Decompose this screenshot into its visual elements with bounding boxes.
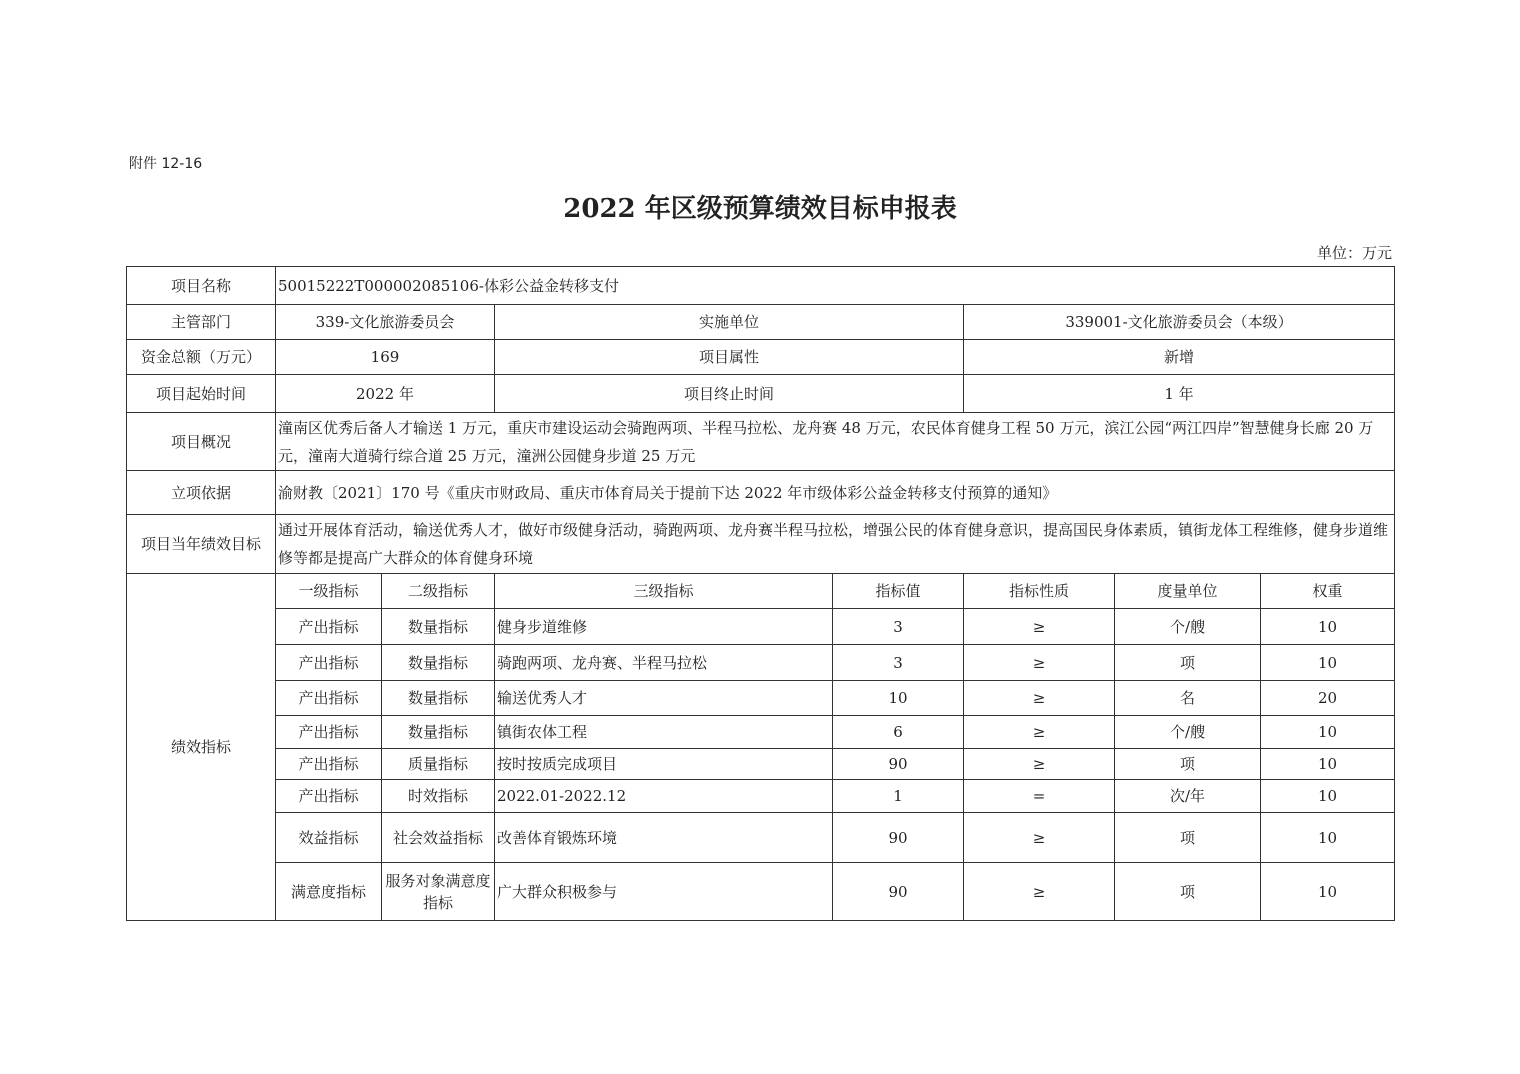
header-nature: 指标性质 <box>964 574 1115 609</box>
level1-cell: 产出指标 <box>276 681 382 716</box>
nature-cell: ≥ <box>964 749 1115 780</box>
value-cell: 1 <box>833 780 964 813</box>
nature-cell: ≥ <box>964 813 1115 863</box>
impl-unit-label: 实施单位 <box>495 305 964 340</box>
level2-cell: 数量指标 <box>382 609 495 645</box>
value-cell: 3 <box>833 645 964 681</box>
level1-cell: 产出指标 <box>276 749 382 780</box>
weight-cell: 10 <box>1261 813 1395 863</box>
header-value: 指标值 <box>833 574 964 609</box>
unit-cell: 名 <box>1115 681 1261 716</box>
header-weight: 权重 <box>1261 574 1395 609</box>
weight-cell: 20 <box>1261 681 1395 716</box>
level2-cell: 数量指标 <box>382 716 495 749</box>
level3-cell: 改善体育锻炼环境 <box>495 813 833 863</box>
indicators-section-label: 绩效指标 <box>127 574 276 921</box>
level3-cell: 2022.01-2022.12 <box>495 780 833 813</box>
unit-cell: 项 <box>1115 645 1261 681</box>
unit-cell: 项 <box>1115 749 1261 780</box>
value-cell: 10 <box>833 681 964 716</box>
overview-label: 项目概况 <box>127 413 276 471</box>
funds-value: 169 <box>276 340 495 375</box>
start-time-value: 2022 年 <box>276 375 495 413</box>
weight-cell: 10 <box>1261 863 1395 921</box>
level2-cell: 数量指标 <box>382 681 495 716</box>
dept-label: 主管部门 <box>127 305 276 340</box>
nature-cell: ≥ <box>964 863 1115 921</box>
header-level1: 一级指标 <box>276 574 382 609</box>
table-row <box>127 609 1395 645</box>
level2-cell: 质量指标 <box>382 749 495 780</box>
attachment-number: 附件 12-16 <box>129 156 203 172</box>
value-cell: 90 <box>833 863 964 921</box>
level1-cell: 效益指标 <box>276 813 382 863</box>
value-cell: 90 <box>833 749 964 780</box>
nature-cell: ≥ <box>964 645 1115 681</box>
header-level2: 二级指标 <box>382 574 495 609</box>
attr-value: 新增 <box>964 340 1395 375</box>
level2-cell: 服务对象满意度指标 <box>382 863 495 921</box>
goal-label: 项目当年绩效目标 <box>127 515 276 574</box>
level1-cell: 满意度指标 <box>276 863 382 921</box>
unit-cell: 个/艘 <box>1115 609 1261 645</box>
start-time-label: 项目起始时间 <box>127 375 276 413</box>
level2-cell: 数量指标 <box>382 645 495 681</box>
value-cell: 6 <box>833 716 964 749</box>
nature-cell: ≥ <box>964 716 1115 749</box>
level1-cell: 产出指标 <box>276 716 382 749</box>
attr-label: 项目属性 <box>495 340 964 375</box>
project-name-value: 50015222T000002085106-体彩公益金转移支付 <box>276 267 1395 305</box>
overview-value: 潼南区优秀后备人才输送 1 万元，重庆市建设运动会骑跑两项、半程马拉松、龙舟赛 48 万元，农民体育健身工程 50 万元，滨江公园“两江四岸”智慧健身长廊 20 万元，潼南大道骑行综合道 25 万元，潼洲公园健身步道 25 万元 <box>276 413 1395 471</box>
unit-cell: 项 <box>1115 813 1261 863</box>
end-time-label: 项目终止时间 <box>495 375 964 413</box>
nature-cell: ≥ <box>964 609 1115 645</box>
table-row <box>127 749 1395 780</box>
unit-cell: 项 <box>1115 863 1261 921</box>
table-row <box>127 716 1395 749</box>
page-title: 2022 年区级预算绩效目标申报表 <box>563 194 957 224</box>
weight-cell: 10 <box>1261 645 1395 681</box>
goal-value: 通过开展体育活动，输送优秀人才，做好市级健身活动，骑跑两项、龙舟赛半程马拉松，增强公民的体育健身意识，提高国民身体素质，镇街龙体工程维修，健身步道维修等都是提高广大群众的体育健身环境 <box>276 515 1395 574</box>
level3-cell: 按时按质完成项目 <box>495 749 833 780</box>
nature-cell: ≥ <box>964 681 1115 716</box>
table-row <box>127 780 1395 813</box>
project-name-label: 项目名称 <box>127 267 276 305</box>
level3-cell: 输送优秀人才 <box>495 681 833 716</box>
level2-cell: 社会效益指标 <box>382 813 495 863</box>
weight-cell: 10 <box>1261 780 1395 813</box>
table-row <box>127 681 1395 716</box>
level3-cell: 镇街农体工程 <box>495 716 833 749</box>
basis-value: 渝财教〔2021〕170 号《重庆市财政局、重庆市体育局关于提前下达 2022 年市级体彩公益金转移支付预算的通知》 <box>276 471 1395 515</box>
header-level3: 三级指标 <box>495 574 833 609</box>
value-cell: 3 <box>833 609 964 645</box>
table-row <box>127 863 1395 921</box>
end-time-value: 1 年 <box>964 375 1395 413</box>
level1-cell: 产出指标 <box>276 780 382 813</box>
level2-cell: 时效指标 <box>382 780 495 813</box>
level3-cell: 骑跑两项、龙舟赛、半程马拉松 <box>495 645 833 681</box>
level1-cell: 产出指标 <box>276 645 382 681</box>
impl-unit-value: 339001-文化旅游委员会（本级） <box>964 305 1395 340</box>
unit-label: 单位：万元 <box>1316 244 1392 262</box>
weight-cell: 10 <box>1261 749 1395 780</box>
budget-form-table <box>126 266 1395 921</box>
value-cell: 90 <box>833 813 964 863</box>
nature-cell: = <box>964 780 1115 813</box>
funds-label: 资金总额（万元） <box>127 340 276 375</box>
header-unit: 度量单位 <box>1115 574 1261 609</box>
dept-value: 339-文化旅游委员会 <box>276 305 495 340</box>
level1-cell: 产出指标 <box>276 609 382 645</box>
level3-cell: 健身步道维修 <box>495 609 833 645</box>
unit-cell: 个/艘 <box>1115 716 1261 749</box>
weight-cell: 10 <box>1261 609 1395 645</box>
unit-cell: 次/年 <box>1115 780 1261 813</box>
basis-label: 立项依据 <box>127 471 276 515</box>
table-row <box>127 645 1395 681</box>
weight-cell: 10 <box>1261 716 1395 749</box>
table-row <box>127 813 1395 863</box>
level3-cell: 广大群众积极参与 <box>495 863 833 921</box>
